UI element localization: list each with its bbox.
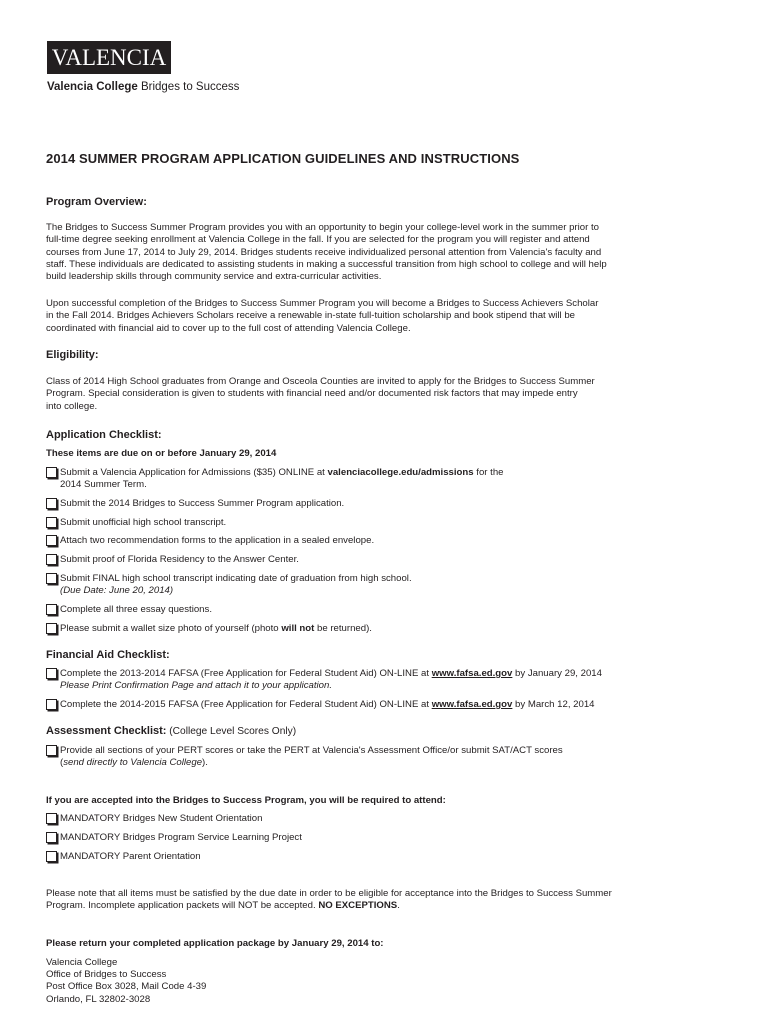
checkbox-icon[interactable] bbox=[46, 467, 57, 478]
item-text: Submit unofficial high school transcript. bbox=[60, 517, 227, 528]
return-heading: Please return your completed application package by January 29, 2014 to: bbox=[46, 938, 384, 949]
overview-paragraph-1 bbox=[46, 222, 746, 283]
valencia-logo: VALENCIA bbox=[47, 41, 171, 74]
checkbox-icon[interactable] bbox=[46, 535, 57, 546]
overview-line: full-time degree seeking enrollment at Valencia College in the fall. If you are selected for the program you will register and attend bbox=[46, 234, 590, 246]
address-line: Post Office Box 3028, Mail Code 4-39 bbox=[46, 981, 207, 993]
item-text: MANDATORY Parent Orientation bbox=[60, 851, 201, 862]
overview-line: in the Fall 2014. Bridges Achievers Scholars receive a renewable in-state full-tuition scholarship and book stipend that will be bbox=[46, 310, 576, 322]
checkbox-icon[interactable] bbox=[46, 573, 57, 584]
item-text: Submit a Valencia Application for Admissions ($35) ONLINE at bbox=[60, 467, 328, 478]
admissions-link[interactable]: valenciacollege.edu/admissions bbox=[327, 467, 474, 478]
note-text: . bbox=[397, 900, 400, 912]
checkbox-icon[interactable] bbox=[46, 623, 57, 634]
item-italic: send directly to Valencia College bbox=[63, 757, 203, 769]
item-text: MANDATORY Bridges New Student Orientation bbox=[60, 813, 263, 824]
checkbox-icon[interactable] bbox=[46, 517, 57, 528]
page-title: 2014 SUMMER PROGRAM APPLICATION GUIDELINES AND INSTRUCTIONS bbox=[46, 151, 520, 166]
item-text: Submit FINAL high school transcript indicating date of graduation from high school. bbox=[60, 573, 412, 584]
fafsa-link[interactable]: www.fafsa.ed.gov bbox=[431, 699, 513, 710]
assessment-heading bbox=[46, 725, 296, 737]
note-text: Program. Incomplete application packets will NOT be accepted. bbox=[46, 900, 319, 912]
assessment-heading-text: Assessment Checklist: bbox=[46, 725, 167, 737]
item-text: Complete all three essay questions. bbox=[60, 604, 212, 615]
checkbox-icon[interactable] bbox=[46, 554, 57, 565]
brand-subtitle-bold: Valencia College bbox=[47, 81, 138, 93]
mandatory-heading: If you are accepted into the Bridges to Success Program, you will be required to attend: bbox=[46, 795, 446, 806]
address-line: Orlando, FL 32802-3028 bbox=[46, 993, 151, 1005]
note-paragraph bbox=[46, 888, 746, 913]
eligibility-paragraph bbox=[46, 376, 746, 413]
item-text: be returned). bbox=[314, 623, 372, 634]
item-text-line2 bbox=[60, 757, 563, 769]
address-line: Valencia College bbox=[46, 957, 118, 968]
item-text: Submit proof of Florida Residency to the Answer Center. bbox=[60, 554, 299, 565]
eligibility-line: Program. Special consideration is given to students with financial need and/or documented risk factors that may impede entry bbox=[46, 388, 578, 400]
eligibility-line: Class of 2014 High School graduates from Orange and Osceola Counties are invited to apply for the Bridges to Success Summer bbox=[46, 376, 595, 387]
no-exceptions: NO EXCEPTIONS bbox=[318, 900, 398, 912]
financial-aid-heading: Financial Aid Checklist: bbox=[46, 649, 170, 661]
item-text-line2: Please Print Confirmation Page and attach it to your application. bbox=[60, 680, 332, 692]
application-due-note: These items are due on or before January 29, 2014 bbox=[46, 448, 277, 459]
address-line: Office of Bridges to Success bbox=[46, 969, 167, 981]
item-text: Complete the 2014-2015 FAFSA (Free Application for Federal Student Aid) ON-LINE at bbox=[60, 699, 432, 710]
checkbox-icon[interactable] bbox=[46, 668, 57, 679]
item-due-date: (Due Date: June 20, 2014) bbox=[60, 585, 174, 597]
checkbox-icon[interactable] bbox=[46, 699, 57, 710]
overview-line: staff. These individuals are dedicated to assisting students in making a successful transition from high school to college and will help bbox=[46, 258, 607, 270]
mailing-address bbox=[46, 957, 206, 1006]
brand-subtitle bbox=[47, 81, 239, 93]
item-text: Provide all sections of your PERT scores or take the PERT at Valencia's Assessment Office/or submit SAT/ACT scores bbox=[60, 745, 563, 756]
checkbox-icon[interactable] bbox=[46, 832, 57, 843]
checkbox-icon[interactable] bbox=[46, 851, 57, 862]
overview-line: courses from June 17, 2014 to July 29, 2014. Bridges students receive individualized personal attention from Valencia's faculty and bbox=[46, 246, 602, 258]
item-text: for the bbox=[473, 467, 504, 478]
item-text: by January 29, 2014 bbox=[512, 668, 602, 679]
paren-open: ( bbox=[60, 757, 64, 769]
overview-line: The Bridges to Success Summer Program provides you with an opportunity to begin your college-level work in the summer prior to bbox=[46, 222, 599, 233]
note-line bbox=[46, 900, 746, 912]
checkbox-icon[interactable] bbox=[46, 813, 57, 824]
item-text: by March 12, 2014 bbox=[512, 699, 595, 710]
item-text-line2: 2014 Summer Term. bbox=[60, 479, 147, 491]
checkbox-icon[interactable] bbox=[46, 604, 57, 615]
item-text-bold: will not bbox=[281, 623, 315, 634]
item-text: Please submit a wallet size photo of yourself (photo bbox=[60, 623, 282, 634]
item-text: Complete the 2013-2014 FAFSA (Free Application for Federal Student Aid) ON-LINE at bbox=[60, 668, 432, 679]
note-line: Please note that all items must be satisfied by the due date in order to be eligible for acceptance into the Bridges to Success Summer bbox=[46, 888, 612, 899]
item-text: Attach two recommendation forms to the application in a sealed envelope. bbox=[60, 535, 375, 546]
paren-close: ). bbox=[202, 757, 208, 769]
brand-subtitle-rest: Bridges to Success bbox=[137, 81, 240, 93]
fafsa-link[interactable]: www.fafsa.ed.gov bbox=[431, 668, 513, 679]
checkbox-icon[interactable] bbox=[46, 498, 57, 509]
overview-heading: Program Overview: bbox=[46, 196, 147, 208]
overview-line: build leadership skills through community service and extra-curricular activities. bbox=[46, 271, 382, 283]
overview-paragraph-2 bbox=[46, 298, 746, 335]
eligibility-heading: Eligibility: bbox=[46, 349, 99, 361]
eligibility-line: into college. bbox=[46, 400, 98, 412]
overview-line: coordinated with financial aid to cover up to the full cost of attending Valencia College. bbox=[46, 322, 411, 334]
assessment-heading-note: (College Level Scores Only) bbox=[166, 726, 297, 737]
overview-line: Upon successful completion of the Bridges to Success Summer Program you will become a Bridges to Success Achievers Scholar bbox=[46, 298, 599, 309]
item-text: MANDATORY Bridges Program Service Learning Project bbox=[60, 832, 302, 843]
item-text: Submit the 2014 Bridges to Success Summer Program application. bbox=[60, 498, 345, 509]
checkbox-icon[interactable] bbox=[46, 745, 57, 756]
application-checklist-heading: Application Checklist: bbox=[46, 429, 162, 441]
